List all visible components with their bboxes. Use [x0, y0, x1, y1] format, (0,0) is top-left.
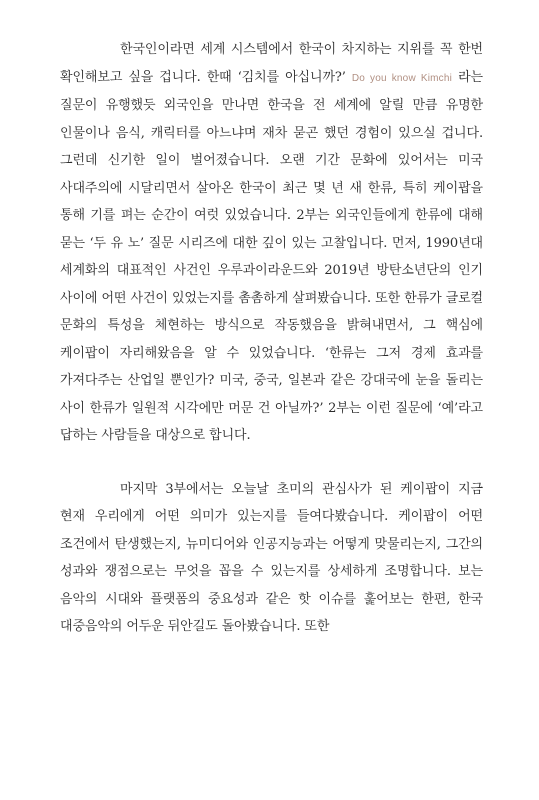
english-annotation: Do you know Kimchi: [351, 72, 453, 84]
paragraph-1-text-before: 한국인이라면 세계 시스템에서 한국이 차지하는 지위를 꼭 한번 확인해보고 싶을 겁니다. 한때 ‘김치를 아십니까?’: [60, 42, 483, 85]
paragraph-1-text-after: 라는 질문이 유행했듯 외국인을 만나면 한국을 전 세계에 알릴 만큼 유명한 인물이나 음식, 캐릭터를 아느냐며 재차 묻곤 했던 경험이 있으실 겁니다. 그런데 신기한 일이 벌어졌습니다. 오랜 기간 문화에 있어서는 미국 사대주의에 시달리면서 살아온 한국이 최근 몇 년 새 한류, 특히 케이팝을 통해 기를 펴는 순간이 여럿 있었습니다. 2부는 외국인들에게 한류에 대해 묻는 ‘두 유 노’ 질문 시리즈에 대한 깊이 있는 고찰입니다. 먼저, 1990년대 세계화의 대표적인 사건인 우루과이라운드와 2019년 방탄소년단의 인기 사이에 어떤 사건이 있었는지를 촘촘하게 살펴봤습니다. 또한 한류가 글로컬 문화의 특성을 체현하는 방식으로 작동했음을 밝혀내면서, 그 핵심에 케이팝이 자리해왔음을 알 수 있었습니다. ‘한류는 그저 경제 효과를 가져다주는 산업일 뿐인가? 미국, 중국, 일본과 같은 강대국에 눈을 돌리는 사이 한류가 일원적 시각에만 머문 건 아닐까?’ 2부는 이런 질문에 ‘예’라고 답하는 사람들을 대상으로 합니다.: [60, 69, 483, 443]
paragraph-hallyu-part2: [60, 36, 483, 450]
document-page: [60, 36, 483, 641]
paragraph-kpop-part3: 마지막 3부에서는 오늘날 초미의 관심사가 된 케이팝이 지금 현재 우리에게 어떤 의미가 있는지를 들여다봤습니다. 케이팝이 어떤 조건에서 탄생했는지, 뉴미디어와 인공지능과는 어떻게 맞물리는지, 그간의 성과와 쟁점으로는 무엇을 꼽을 수 있는지를 상세하게 조명합니다. 보는 음악의 시대와 플랫폼의 중요성과 같은 핫 이슈를 훑어보는 한편, 한국 대중음악의 어두운 뒤안길도 돌아봤습니다. 또한: [60, 481, 483, 634]
